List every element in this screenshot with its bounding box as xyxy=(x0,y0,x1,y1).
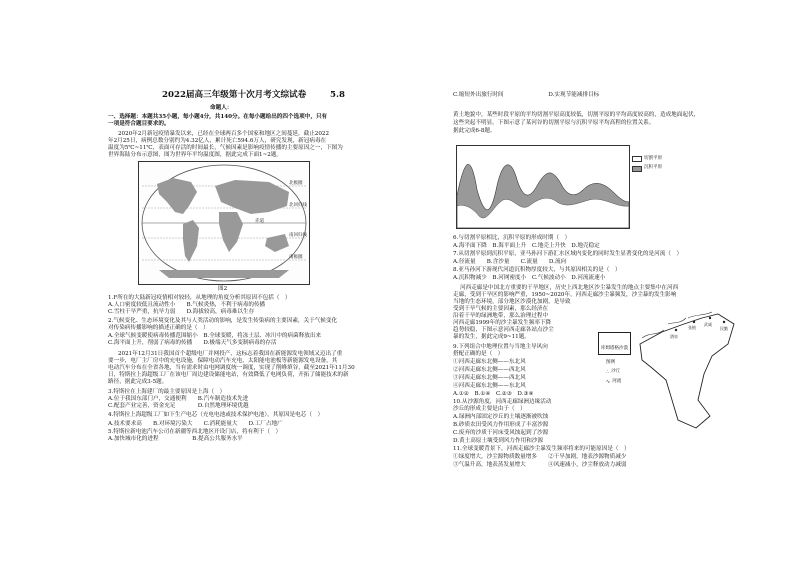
passage-4-line-5: 沿着干旱的绿洲地带，那么治理过程中 xyxy=(453,313,549,319)
map-legend-sand: 沙丘 xyxy=(611,369,621,375)
plain-elevation-chart xyxy=(456,145,630,229)
q2-options-ab: A.全球气候变暖使病毒传播范围缩小 B.全球变暖，将冻土层、冰川中的病菌释放出来 xyxy=(108,333,322,339)
q11-stem: 11.全球变暖背景下，河西走廊沙尘暴发生频率将来的可能原因是（ ） xyxy=(453,446,630,452)
station-label-2: 张掖 xyxy=(688,325,696,330)
sand-dune-icon: ∴ xyxy=(606,369,610,376)
desert-label-box xyxy=(598,332,631,355)
q3-options-cd: C.配套产业完善，资金充足 D.自然地理环境优越 xyxy=(108,403,249,409)
q7-stem: 7.从切割平原到沉积平原，亚马孙河下游汇水区域内变化的同时发生显著变化的是河流（ ） xyxy=(453,251,683,257)
world-map-svg xyxy=(139,162,309,284)
passage-3-line-1: 黄土地貌中，某些时段平原的平均切割平原高度较低，切割平原的平均高度较高的，造成地面起伏， xyxy=(453,112,700,118)
q10-stem-cont: 沙丘的形成主要是由于（ ） xyxy=(453,406,526,412)
desert-label: 库姆塔格沙漠 xyxy=(601,346,628,351)
q10-stem: 10.从沙源角度，河西走廊绿洲边缘活动 xyxy=(453,399,552,405)
passage-1-line-1: 2020年2月新冠疫情暴发以来，已经在全球两百多个国家和地区之间蔓延，截止2022 xyxy=(118,131,330,137)
exam-date: 5.8 xyxy=(330,90,345,100)
map-legend-title: 图例 xyxy=(606,360,616,365)
q4-options: A.技术要求高 B.对环境污染大 C.消耗能量大 D.工厂占地广 xyxy=(108,421,283,427)
q4-stem: 4.特斯拉上海超级工厂如下生产电芯（充电电池或技术保护电池），其原因是电芯（ ） xyxy=(108,412,324,418)
exam-title: 2022届高三年级第十次月考文综试卷 xyxy=(162,90,307,100)
hexi-corridor-map xyxy=(638,304,742,432)
map-legend xyxy=(606,360,621,385)
legend-sed-plain-swatch xyxy=(632,166,642,172)
q1-stem: 1.F所在的大陆新冠疫情相对较轻，从地理的角度分析其原因不包括（ ） xyxy=(108,295,291,301)
q9-stem: 9.下列组合中地理位置与当地主导风向 xyxy=(453,344,548,350)
q9-item-4: ④河西走廊东北侧——东北风 xyxy=(453,383,526,389)
q5-stem: 5.特斯拉新电池汽车公司在新疆等西北地区开设门店，将有利于（ ） xyxy=(108,429,282,435)
map-label-equator: 赤道 xyxy=(255,219,264,224)
map-label-tropic-s: 南回归线 xyxy=(289,233,307,238)
passage-3-line-3: 据此完成6-8题。 xyxy=(453,128,496,134)
q9-item-2: ②河西走廊东北侧——西北风 xyxy=(453,367,526,373)
q5-options-ab: A.加快城市化的进程 B.提高公共服务水平 xyxy=(108,436,243,442)
map-legend-river: 河流 xyxy=(612,378,622,384)
passage-2-line-1: 2021年12月31日我国首个超级电厂并网投产，这标志着我国在新能源发电领域又迈出了重 xyxy=(118,351,343,357)
q10-option-b: B.砂质农田受风力作用形成了丰富沙源 xyxy=(453,422,549,428)
section-heading: 一、选择题：本题共35小题，每小题4分，共140分。在每小题给出的四个选项中，只有 xyxy=(108,114,328,120)
passage-1-line-4: 世界海陆分布示意图，图为世界年平均温度图，据此完成下面1~2题。 xyxy=(108,152,283,158)
q9-item-3: ③河西走廊东北侧——西北风 xyxy=(453,375,526,381)
map-label-arctic: 北极圈 xyxy=(289,181,303,186)
q2-options-cd: C.海平面上升，削弱了病毒的传播 D.极端天气多变制病毒的存活 xyxy=(108,340,277,346)
passage-2-line-2: 要一步，电厂主厂房中的充电设施，保障电动汽车充电，太阳能电池板等新能源发电设备，其 xyxy=(108,358,338,364)
q10-option-c: C.废弃的沙质干河床受风蚀起到了沙源 xyxy=(453,430,549,436)
legend-cut-plain-swatch xyxy=(632,156,642,162)
map-caption: 图2 xyxy=(218,286,228,292)
passage-2-line-4: 日，特斯拉上海超级工厂在该电厂周边建设储能电站，有效降低了电网负荷，开拓了储能技术的新 xyxy=(108,372,349,378)
station-label-1: 酒泉 xyxy=(670,334,678,339)
passage-2-line-5: 路径，据此完成3-5题。 xyxy=(108,379,168,385)
q8-stem: 8.亚马孙河下游现代河道沉积物厚度较大，与其原因相关的是（ ） xyxy=(453,267,621,273)
map-label-tropic-n: 北回归线 xyxy=(289,203,307,208)
passage-4-line-6: 河西走廊1999年的沙尘暴发生频率下降 xyxy=(453,320,552,326)
station-label-4: 民勤 xyxy=(720,326,728,331)
chart-legend xyxy=(632,156,662,172)
q2-stem: 2.气候变化、生态环境变化及其与人类活动的影响，是发生传染病的主要因素，关于气候变化 xyxy=(108,318,338,324)
q5-options-cd: C.缩短外出旅行时间 D.实现节能减排目标 xyxy=(453,92,600,98)
q8-options: A.沉积物减少 B.河网密度小 C.气候波动小 D.河流流速小 xyxy=(453,275,606,281)
passage-2-line-3: 电动汽车分布在全省各地，当有需求时由电网调度统一调度，实现了削峰填谷，截至2021年11月30 xyxy=(108,365,355,371)
passage-4-line-1: 河西走廊是中国北方重要的干旱地区，历史上西北地区沙尘暴发生的地点主要集中在河西 xyxy=(460,285,679,291)
passage-4-line-8: 暴的发生，据此完成9~11题。 xyxy=(453,334,530,340)
q3-options-ab: A.位于我国东部门户，交通便利 B.汽车制造技术先进 xyxy=(108,396,249,402)
q10-option-a: A.绿洲内部固定沙丘的土壤逐渐被吹蚀 xyxy=(453,414,549,420)
plain-elevation-svg xyxy=(457,146,629,228)
map-label-antarctic: 南极圈 xyxy=(289,255,303,260)
section-heading-cont: 一项是符合题目要求的。 xyxy=(108,121,170,127)
world-map xyxy=(138,161,310,285)
hexi-map-svg xyxy=(638,304,742,432)
passage-4-line-3: 当地的生态环境，部分地区沙漠化加剧，是导致 xyxy=(453,299,571,305)
q10-option-d: D.黄土高原土壤受到风力作用和沙源 xyxy=(453,438,543,444)
passage-4-line-2: 走廊，受到干旱区的影响严重，1950~2020年，河西走廊沙尘暴频发，沙尘暴的发生影响 xyxy=(453,292,677,298)
q11-items-34: ③气温升高，地表蒸发量增大 ④风速减小，沙尘释放动力减弱 xyxy=(453,462,627,468)
q1-options-cd: C.雪柱干旱严重，抗旱力弱 D.海拔较高，病毒难以生存 xyxy=(108,309,255,315)
q9-options: A.①② B.①④ C.②③ D.③④ xyxy=(453,391,534,397)
passage-1-line-3: 温度为5℃~11℃，表面可存活的时间最长，气候因素是影响疫情传播的主要原因之一，下图为 xyxy=(108,145,343,151)
q9-item-1: ①河西走廊东北侧——东北风 xyxy=(453,359,526,365)
river-icon: ∿ xyxy=(606,378,611,385)
station-label-3: 武威 xyxy=(704,322,712,327)
passage-1-line-2: 年2月25日，病例总数分别约为4.32亿人，累计死亡594.6万人，研究发现，新冠病毒在 xyxy=(108,138,327,144)
q9-stem-cont: 搭配正确的是（ ） xyxy=(453,351,504,357)
q6-options: A.海平面下降 B.海平面上升 C.地壳上升快 D.地壳稳定 xyxy=(453,243,600,249)
q3-stem: 3.特斯拉在上海建厂的最主要原因是上海（ ） xyxy=(108,389,226,395)
q1-options-ab: A.人口密度较低且流动性小 B.气候炎热，不利于病毒的传播 xyxy=(108,302,266,308)
passage-4-line-7: 趋势较稳，下图示意河西走廊各站点沙尘 xyxy=(453,327,554,333)
legend-cut-plain: 切割平原 xyxy=(644,156,662,161)
q11-items-12: ①绿度增大，沙尘源物质数量增多 ②干旱加剧，地表沙源物质减少 xyxy=(453,454,627,460)
passage-3-line-2: 这些突起不明显，下图示意了某河谷的切割平原与沉积平原平均高程的位置关系。 xyxy=(453,120,655,126)
q7-options: A.径流量 B.含沙量 C.流量 D.流向 xyxy=(453,259,567,265)
q6-stem: 6.与切割平原相比，沉积平原的形成时期（ ） xyxy=(453,235,571,241)
legend-sed-plain: 沉积平原 xyxy=(644,165,662,171)
q2-stem-cont: 对传染病传播影响的描述正确的是（ ） xyxy=(108,325,209,331)
author-line: 命题人： xyxy=(210,105,233,111)
right-column xyxy=(420,0,794,562)
passage-4-line-4: 受到干旱气候的主要因素，那么经济在 xyxy=(453,306,549,312)
